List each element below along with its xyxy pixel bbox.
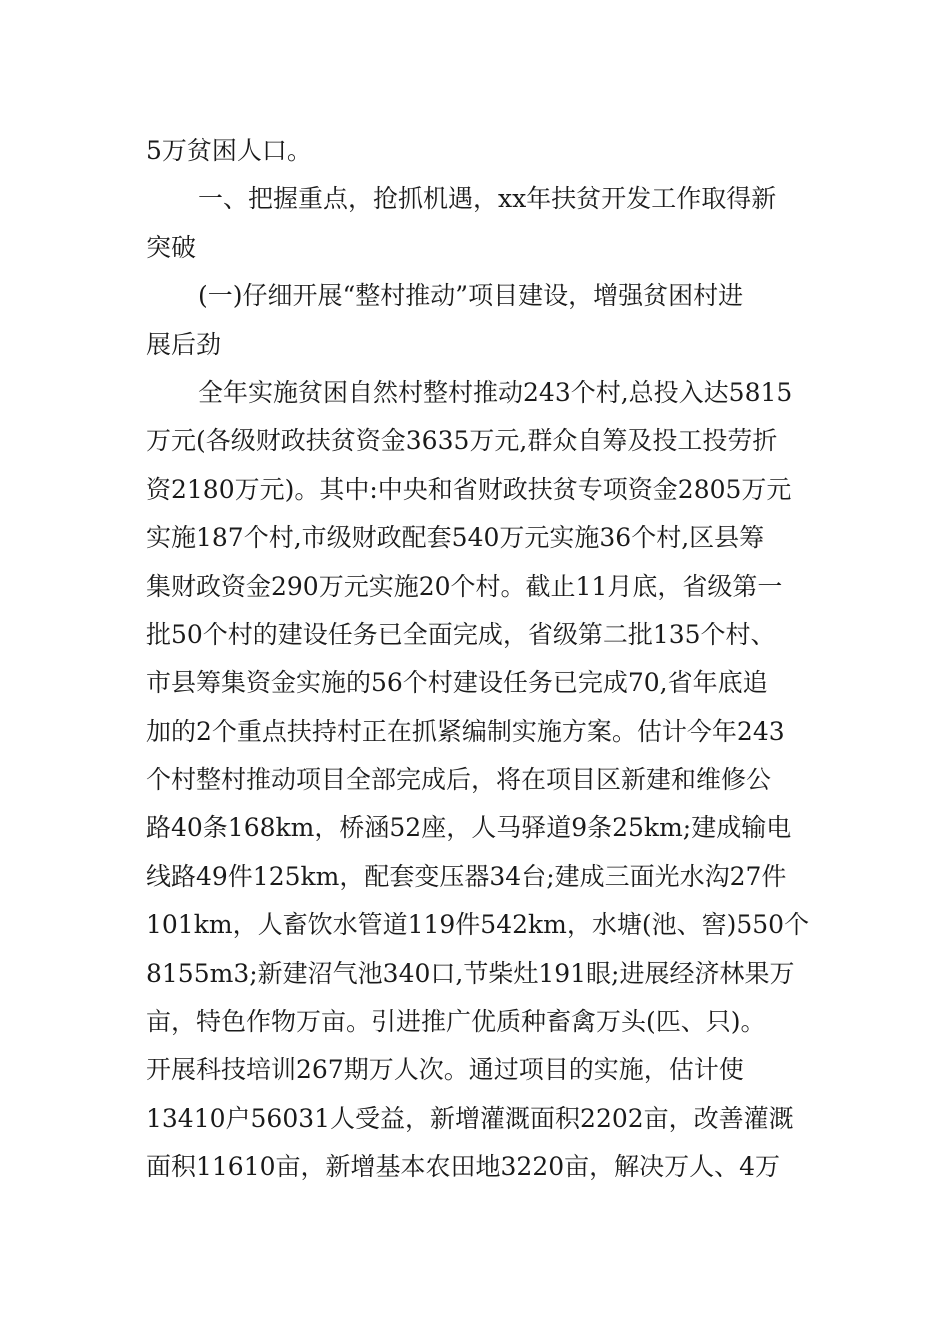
paragraph-line: 8155m3;新建沼气池340口,节柴灶191眼;进展经济林果万 <box>146 958 795 988</box>
paragraph-line: 资2180万元)。其中:中央和省财政扶贫专项资金2805万元 <box>146 474 792 504</box>
paragraph-line: 101km，人畜饮水管道119件542km，水塘(池、窖)550个 <box>146 910 810 940</box>
text-line: 5万贫困人口。 <box>146 136 312 165</box>
paragraph-line: 13410户56031人受益，新增灌溉面积2202亩，改善灌溉 <box>146 1103 794 1133</box>
section-heading-line: 突破 <box>146 232 197 262</box>
paragraph-line: 实施187个村,市级财政配套540万元实施36个村,区县筹 <box>146 523 765 553</box>
paragraph-line: 加的2个重点扶持村正在抓紧编制实施方案。估计今年243 <box>146 716 785 746</box>
paragraph-line: 开展科技培训267期万人次。通过项目的实施，估计使 <box>146 1055 744 1085</box>
paragraph-line: 市县筹集资金实施的56个村建设任务已完成70,省年底追 <box>146 668 768 698</box>
subsection-heading-line: 展后劲 <box>146 329 222 359</box>
subsection-heading-line: (一)仔细开展“整村推动”项目建设，增强贫困村进 <box>198 281 744 311</box>
paragraph-line: 亩，特色作物万亩。引进推广优质种畜禽万头(匹、只)。 <box>146 1007 766 1037</box>
paragraph-line: 万元(各级财政扶贫资金3635万元,群众自筹及投工投劳折 <box>146 426 778 456</box>
paragraph-line: 集财政资金290万元实施20个村。截止11月底，省级第一 <box>146 571 783 601</box>
paragraph-line: 路40条168km，桥涵52座，人马驿道9条25km;建成输电 <box>146 813 792 843</box>
paragraph-line: 全年实施贫困自然村整村推动243个村,总投入达5815 <box>198 377 793 407</box>
paragraph-line: 个村整村推动项目全部完成后，将在项目区新建和维修公 <box>146 765 772 795</box>
body-text <box>146 127 810 1192</box>
paragraph-line: 面积11610亩，新增基本农田地3220亩，解决万人、4万 <box>146 1152 781 1182</box>
section-heading-line: 一、把握重点，抢抓机遇，xx年扶贫开发工作取得新 <box>198 184 777 214</box>
paragraph-line: 线路49件125km，配套变压器34台;建成三面光水沟27件 <box>146 861 787 891</box>
paragraph-line: 批50个村的建设任务已全面完成，省级第二批135个村、 <box>146 619 776 649</box>
